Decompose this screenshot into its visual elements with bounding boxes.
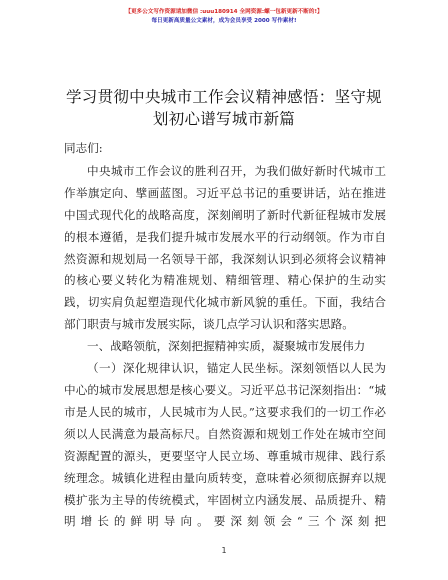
promo-banner-line1: 【更多公文写作资源请加微信 :uuu180914 全网资源:螺一包新更新不断的!】 bbox=[125, 9, 323, 15]
section-heading-1: 一、战略领航，深刻把握精神实质，凝聚城市发展伟力 bbox=[87, 339, 366, 354]
title-line1: 学习贯彻中央城市工作会议精神感悟：坚守规 bbox=[65, 88, 382, 106]
title-line2: 划初心谱写城市新篇 bbox=[152, 110, 296, 128]
promo-banner-line2: 每日更新高质量公文素材，成为会员享受 2000 写作素材! bbox=[151, 18, 297, 24]
greeting: 同志们: bbox=[64, 141, 103, 155]
document-title bbox=[40, 86, 408, 130]
page-number: 1 bbox=[221, 546, 227, 555]
promo-banner bbox=[0, 8, 448, 26]
document-body bbox=[64, 138, 386, 533]
paragraph-intro: 中央城市工作会议的胜利召开，为我们做好新时代城市工作举旗定向、擘画蓝图。习近平总书记的重要讲话，站在推进中国式现代化的战略高度，深刻阐明了新时代新征程城市发展的根本遵循，是我们提升城市发展水平的行动纲领。作为市自然资源和规划局一名领导干部，我深刻认识到必须将会议精神的核心要义转化为精准规划、精细管理、精心保护的生动实践，切实肩负起塑造现代化城市新风貌的重任。下面，我结合部门职责与城市发展实际，谈几点学习认识和落实思路。 bbox=[64, 163, 386, 332]
paragraph-section-1-1: （一）深化规律认识，锚定人民坐标。深刻领悟以人民为中心的城市发展思想是核心要义。习近平总书记深刻指出：“城市是人民的城市，人民城市为人民。”这要求我们的一切工作必须以人民满意为最高标尺。自然资源和规划工作处在城市空间资源配置的源头，更要坚守人民立场、尊重城市规律、践行系统理念。城镇化进程由量向质转变，意味着必须彻底摒弃以规模扩张为主导的传统模式，牢固树立内涵发展、品质提升、精明增长的鲜明导向。要深刻领会“三个深刻把 bbox=[64, 361, 386, 529]
